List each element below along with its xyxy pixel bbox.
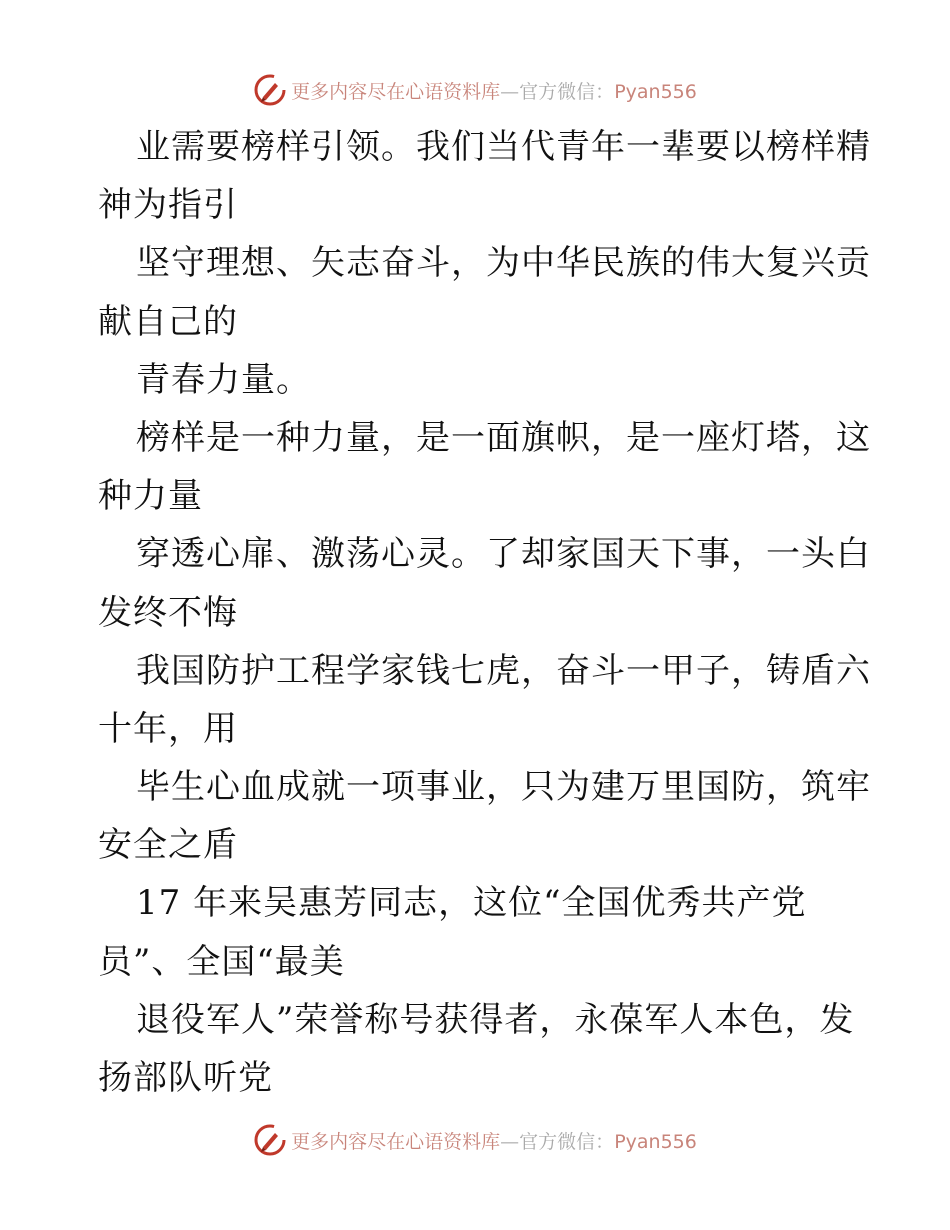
paragraph-line: 发终不悔 [98,592,238,633]
paragraph-line: 退役军人”荣誉称号获得者，永葆军人本色，发 [136,999,855,1040]
pen-nib-logo-icon [253,73,287,107]
watermark-wechat-id: Pyan556 [614,80,697,103]
paragraph-line: 我国防护工程学家钱七虎，奋斗一甲子，铸盾六 [136,650,871,691]
paragraph-line: 毕生心血成就一项事业，只为建万里国防，筑牢 [136,767,871,808]
paragraph-line: 业需要榜样引领。我们当代青年一辈要以榜样精 [136,127,871,167]
paragraph-line: 神为指引 [98,185,238,226]
document-body [98,118,871,1107]
watermark-prefix: 更多内容尽在心语资料库 [291,1130,501,1153]
footer-watermark [0,1120,950,1160]
paragraph-line: 员”、全国“最美 [98,941,345,982]
header-watermark [0,70,950,110]
watermark-separator: — [500,1130,520,1153]
paragraph-line: 17 年来吴惠芳同志，这位“全国优秀共产党 [136,883,807,924]
paragraph-line: 穿透心扉、激荡心灵。了却家国天下事，一头白 [136,534,871,575]
paragraph-line: 榜样是一种力量，是一面旗帜，是一座灯塔，这 [136,417,871,458]
watermark-suffix: 官方微信： [519,1130,615,1153]
pen-nib-logo-icon [253,1123,287,1157]
paragraph-line: 献自己的 [98,301,238,342]
paragraph-line: 扬部队听党 [98,1058,273,1098]
watermark-separator: — [500,80,520,103]
paragraph-line: 安全之盾 [98,825,238,866]
watermark-suffix: 官方微信： [519,80,615,103]
paragraph-line: 十年，用 [98,708,238,749]
watermark-prefix: 更多内容尽在心语资料库 [291,80,501,103]
paragraph-line: 种力量 [98,476,203,517]
paragraph-line: 青春力量。 [136,359,311,400]
watermark-wechat-id: Pyan556 [614,1130,697,1153]
paragraph-line: 坚守理想、矢志奋斗，为中华民族的伟大复兴贡 [136,243,871,284]
